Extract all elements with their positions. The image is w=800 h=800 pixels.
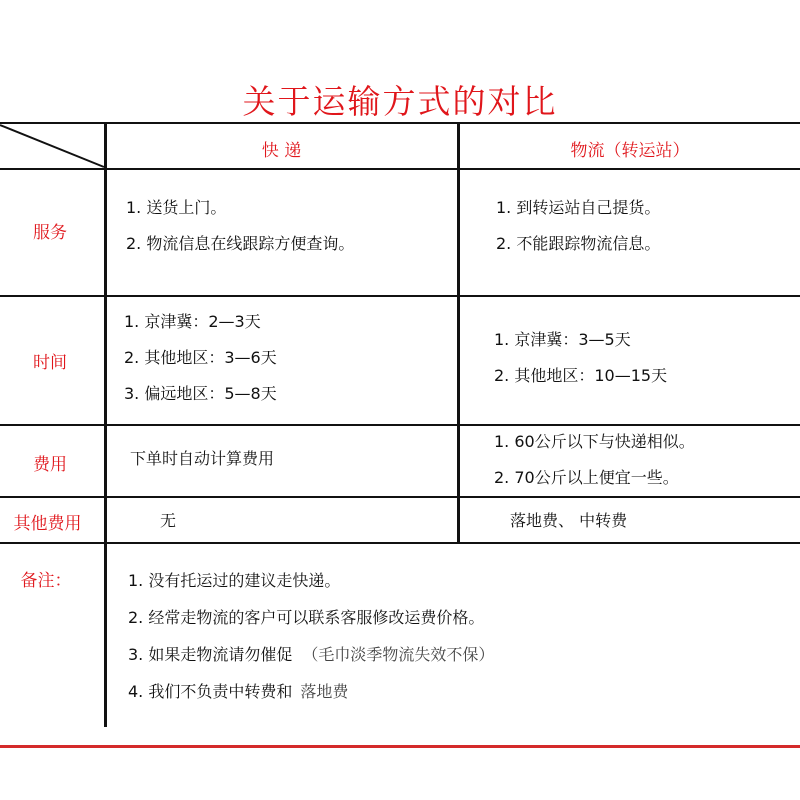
time-logistics-cell: [494, 322, 667, 394]
remark-text: 3. 如果走物流请勿催促: [128, 645, 293, 664]
list-item: [128, 636, 494, 673]
list-item: 1. 60公斤以下与快递相似。: [494, 432, 695, 451]
header-bottom-border: [0, 168, 800, 170]
row-label-time: 时间: [33, 353, 67, 373]
other-fee-logistics-cell: [510, 503, 627, 539]
list-item: 2. 70公斤以上便宜一些。: [494, 468, 679, 487]
list-item: 2. 物流信息在线跟踪方便查询。: [126, 234, 355, 253]
other-fee-express-cell: [160, 503, 176, 539]
list-item: 无: [160, 511, 177, 530]
time-express-cell: [124, 304, 277, 412]
list-item: [128, 673, 494, 710]
fee-logistics-cell: [494, 424, 695, 496]
list-item: 2. 其他地区：10—15天: [494, 366, 668, 385]
list-item: 2. 不能跟踪物流信息。: [496, 234, 661, 253]
list-item: 3. 偏远地区：5—8天: [124, 384, 277, 403]
header-diagonal-line: [0, 123, 105, 168]
remark-note: 落地费: [300, 682, 349, 701]
column-header-logistics: 物流（转运站）: [570, 141, 690, 161]
service-logistics-cell: [496, 190, 660, 262]
row-label-service: 服务: [33, 223, 67, 243]
row-label-other-fee: 其他费用: [13, 514, 82, 534]
list-item: 落地费、 中转费: [510, 511, 628, 530]
bottom-red-divider: [0, 745, 800, 748]
row-service-bottom-border: [0, 295, 800, 297]
service-express-cell: [126, 190, 354, 262]
middle-column-divider: [457, 122, 460, 543]
remarks-label: 备注：: [20, 571, 72, 591]
list-item: 2. 其他地区：3—6天: [124, 348, 277, 367]
row-label-fee: 费用: [33, 455, 67, 475]
fee-express-cell: [130, 441, 274, 477]
remark-note: （毛巾淡季物流失效不保）: [302, 645, 495, 664]
table-top-border: [0, 122, 800, 124]
remark-text: 4. 我们不负责中转费和: [128, 682, 293, 701]
remarks-list: [128, 562, 494, 710]
list-item: 1. 送货上门。: [126, 198, 227, 217]
label-column-divider: [104, 122, 107, 727]
list-item: 2. 经常走物流的客户可以联系客服修改运费价格。: [128, 608, 485, 627]
column-header-express: 快 递: [261, 141, 302, 161]
row-fee-bottom-border: [0, 496, 800, 498]
list-item: 1. 京津冀：2—3天: [124, 312, 261, 331]
row-other-bottom-border: [0, 542, 800, 544]
list-item: 1. 到转运站自己提货。: [496, 198, 661, 217]
list-item: 下单时自动计算费用: [130, 449, 275, 468]
list-item: 1. 京津冀：3—5天: [494, 330, 631, 349]
page-title: 关于运输方式的对比: [242, 82, 558, 121]
list-item: 1. 没有托运过的建议走快递。: [128, 571, 341, 590]
